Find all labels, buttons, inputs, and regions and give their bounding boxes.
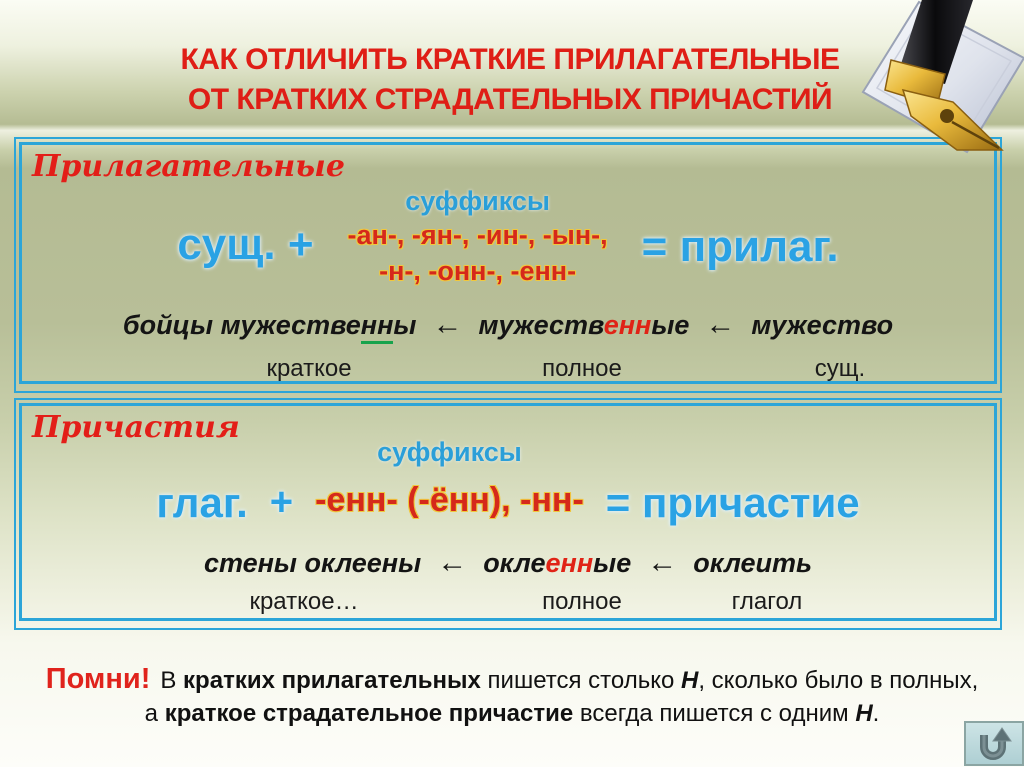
formula-verb: глаг. <box>156 479 248 526</box>
note-line-2: а краткое страдательное причастие всегда пишется с одним Н. <box>144 700 880 727</box>
enn-highlight: енн <box>545 548 594 578</box>
example-source-noun: мужество <box>751 310 894 340</box>
note-line-1: Помни! В кратких прилагательных пишется столько Н, сколько было в полных, <box>45 663 979 695</box>
suffix-line: -енн- (-ённ), -нн- <box>315 481 584 519</box>
example-short-form: бойцы мужественны <box>123 310 417 341</box>
adjective-formula <box>22 185 994 289</box>
u-turn-arrow-icon <box>972 725 1016 763</box>
adjectives-label: Прилагательные <box>32 149 345 184</box>
page-title <box>140 40 880 120</box>
adjectives-box <box>14 137 1002 393</box>
suffixes-heading: суффиксы <box>405 186 550 216</box>
label-verb: глагол <box>731 588 803 615</box>
participles-box-inner <box>19 403 997 621</box>
participles-label: Причастия <box>32 410 240 445</box>
suffix-line-1: -ан-, -ян-, -ин-, -ын-, <box>347 220 608 250</box>
label-short: краткое <box>266 355 352 382</box>
title-line-1: КАК ОТЛИЧИТЬ КРАТКИЕ ПРИЛАГАТЕЛЬНЫЕ <box>180 43 840 76</box>
label-full: полное <box>542 588 622 615</box>
adjective-suffixes <box>348 185 608 289</box>
participles-box <box>14 398 1002 630</box>
suffix-line-2: -н-, -онн-, -енн- <box>379 256 577 286</box>
nn-underlined: нн <box>361 310 394 344</box>
fountain-pen-icon <box>861 0 1024 158</box>
enn-highlight: енн <box>603 310 652 340</box>
example-full-form: оклеенные <box>483 548 632 578</box>
adjectives-box-inner <box>19 142 997 384</box>
left-arrow-icon: ← <box>437 546 468 579</box>
participle-formula <box>22 436 994 526</box>
participle-suffixes <box>315 436 584 520</box>
label-noun: сущ. <box>814 355 866 382</box>
formula-result-adjective: = прилаг. <box>641 222 839 271</box>
example-short-form: стены оклеены <box>203 548 422 578</box>
label-full: полное <box>542 355 622 382</box>
participle-example-row <box>22 546 994 580</box>
example-source-verb: оклеить <box>693 548 813 578</box>
title-line-2: ОТ КРАТКИХ СТРАДАТЕЛЬНЫХ ПРИЧАСТИЙ <box>187 83 833 116</box>
suffixes-heading: суффиксы <box>377 437 522 467</box>
adjective-example-row <box>22 308 994 342</box>
left-arrow-icon: ← <box>647 546 678 579</box>
left-arrow-icon: ← <box>432 308 463 341</box>
plus-sign: + <box>269 480 294 524</box>
return-button[interactable] <box>964 721 1024 766</box>
left-arrow-icon: ← <box>705 308 736 341</box>
formula-result-participle: = причастие <box>605 479 860 526</box>
label-short: краткое… <box>249 588 359 615</box>
note-heading: Помни! <box>45 663 151 695</box>
formula-noun: сущ. + <box>177 220 314 269</box>
example-full-form: мужественные <box>478 310 690 340</box>
